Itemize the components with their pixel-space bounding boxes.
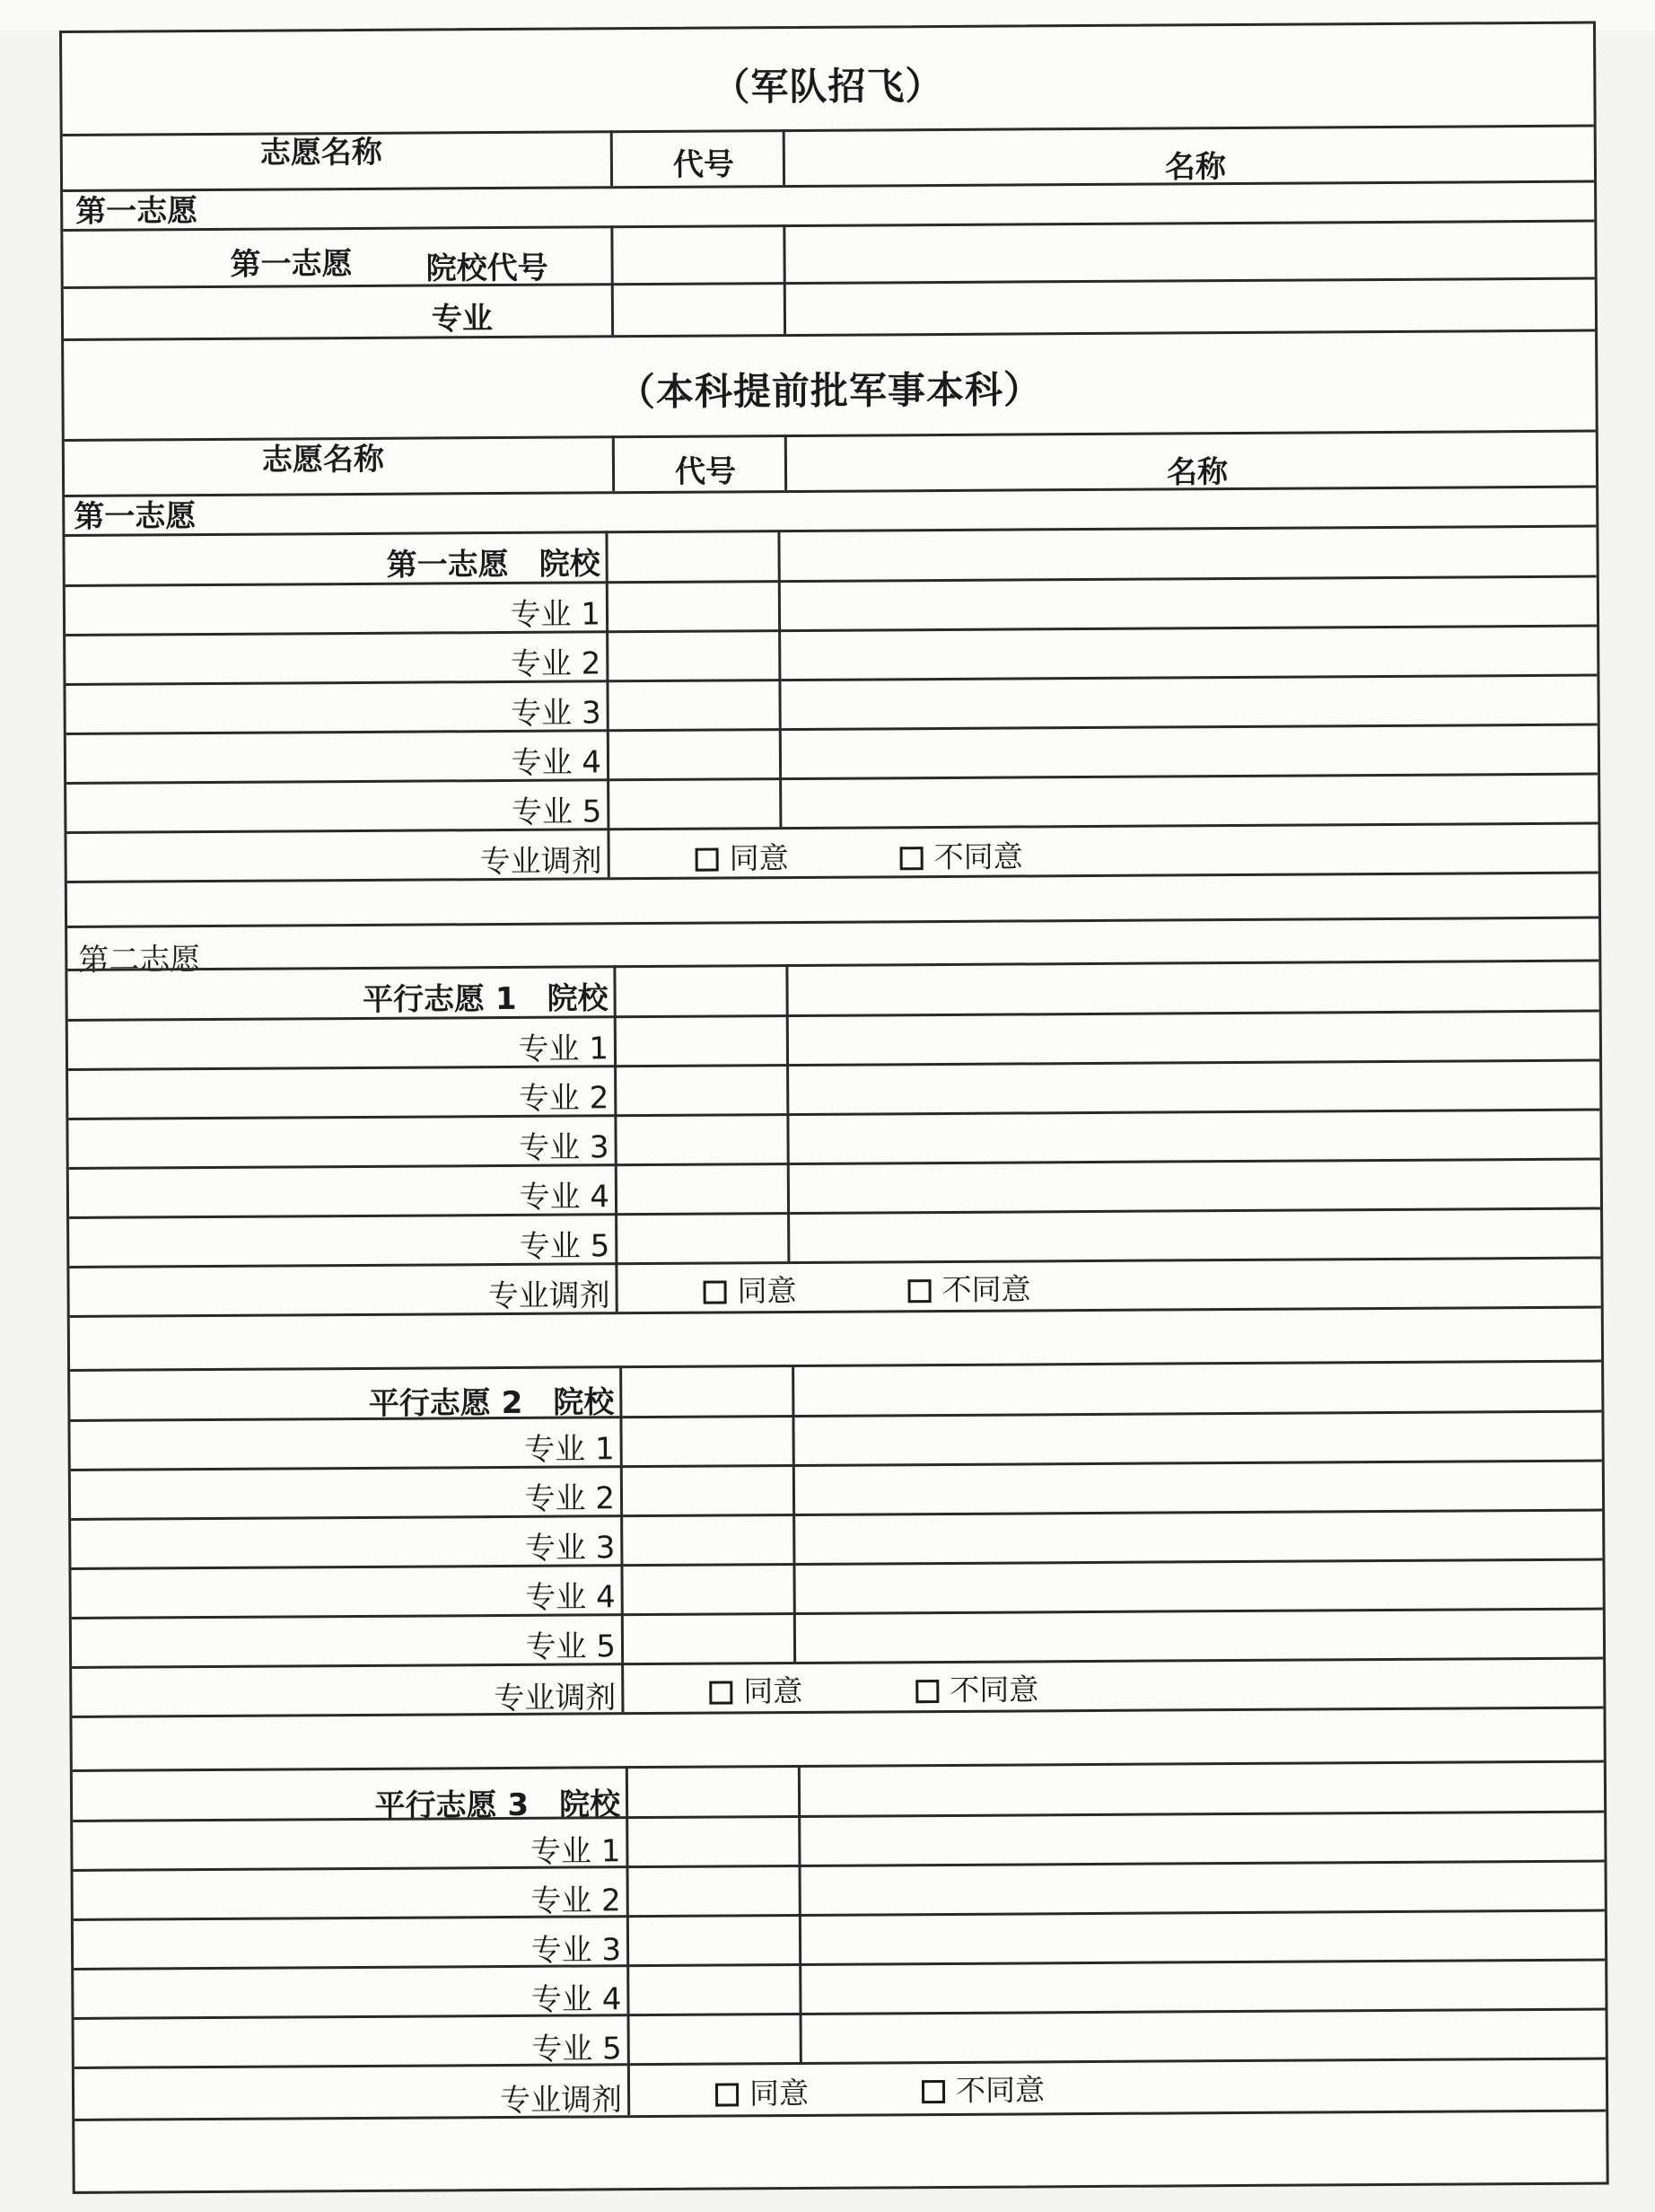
first-major-1-label: 专业 1 <box>510 596 601 633</box>
military-header-title: 名称 <box>1166 454 1229 491</box>
p2-disagree-label: 不同意 <box>950 1672 1039 1707</box>
first-adjust-label: 专业调剂 <box>479 843 602 881</box>
air-header-title: 名称 <box>1164 149 1227 186</box>
checkbox-icon[interactable] <box>715 2083 739 2106</box>
checkbox-icon[interactable] <box>696 848 719 872</box>
military-header-divider-2 <box>784 434 787 490</box>
p3-disagree-option[interactable] <box>922 2067 1045 2110</box>
p1-agree-label: 同意 <box>737 1273 797 1309</box>
p2-agree-option[interactable] <box>709 1668 802 1711</box>
p3-school-row <box>73 1760 1604 1824</box>
p3-major-4-label: 专业 4 <box>530 1981 622 2018</box>
p3-major-1-label: 专业 1 <box>530 1833 621 1870</box>
military-second-group-label: 第二志愿 <box>78 942 201 979</box>
p2-agree-label: 同意 <box>743 1672 803 1709</box>
military-section-title: （本科提前批军事本科） <box>617 367 1043 415</box>
first-agree-option[interactable] <box>695 835 788 878</box>
checkbox-icon[interactable] <box>915 1680 939 1703</box>
p1-major-2-label: 专业 2 <box>518 1080 609 1117</box>
p2-major-5-label: 专业 5 <box>525 1628 617 1665</box>
air-major-row <box>64 277 1595 338</box>
first-school-row <box>65 525 1596 584</box>
p2-school-label: 平行志愿 2 院校 <box>368 1384 615 1422</box>
spacer-row <box>74 2110 1606 2194</box>
air-major-label: 专业 <box>431 301 494 338</box>
p3-adjust-label: 专业调剂 <box>499 2082 623 2120</box>
p1-disagree-label: 不同意 <box>941 1271 1031 1308</box>
p1-major-4-label: 专业 4 <box>519 1179 610 1216</box>
military-title-row <box>64 329 1596 439</box>
checkbox-icon[interactable] <box>922 2080 945 2103</box>
first-disagree-option[interactable] <box>899 833 1022 876</box>
air-group-label: 第一志愿 <box>75 193 198 230</box>
first-major-4-label: 专业 4 <box>511 744 602 781</box>
checkbox-icon[interactable] <box>704 1280 727 1304</box>
checkbox-icon[interactable] <box>900 847 924 870</box>
p2-major-2-label: 专业 2 <box>524 1480 616 1517</box>
p1-agree-option[interactable] <box>703 1268 796 1311</box>
checkbox-icon[interactable] <box>908 1279 932 1303</box>
air-header-divider-1 <box>610 130 613 186</box>
military-header-code: 代号 <box>674 453 737 490</box>
p1-major-3-label: 专业 3 <box>519 1129 609 1166</box>
air-header-name: 志愿名称 <box>259 134 382 171</box>
p1-disagree-option[interactable] <box>907 1266 1030 1309</box>
p1-adjust-label: 专业调剂 <box>487 1277 610 1315</box>
p2-major-3-label: 专业 3 <box>524 1530 616 1567</box>
military-header-divider-1 <box>612 435 615 491</box>
first-school-label: 第一志愿 院校 <box>386 546 600 584</box>
spacer-row <box>70 1306 1601 1369</box>
first-major-3-label: 专业 3 <box>511 695 601 732</box>
first-major-5-label: 专业 5 <box>511 794 602 830</box>
first-major-2-label: 专业 2 <box>510 645 601 682</box>
p2-major-1-label: 专业 1 <box>524 1431 615 1468</box>
military-header-row <box>65 430 1596 495</box>
p3-agree-option[interactable] <box>715 2070 809 2113</box>
p3-adjust-row <box>74 2058 1606 2119</box>
air-force-section-title: （军队招飞） <box>712 63 944 110</box>
air-school-row <box>63 220 1594 286</box>
spacer-row <box>72 1707 1603 1769</box>
checkbox-icon[interactable] <box>709 1681 732 1704</box>
p2-major-4-label: 专业 4 <box>525 1579 616 1616</box>
p1-major-1-label: 专业 1 <box>518 1031 609 1067</box>
air-first-choice-label: 第一志愿 <box>230 246 353 283</box>
p1-school-row <box>67 960 1598 1019</box>
p3-major-3-label: 专业 3 <box>530 1932 622 1969</box>
p3-major-5-label: 专业 5 <box>531 2031 622 2067</box>
p2-adjust-label: 专业调剂 <box>494 1680 617 1717</box>
air-school-code-label: 院校代号 <box>425 250 548 287</box>
p3-major-2-label: 专业 2 <box>530 1883 621 1919</box>
p3-disagree-label: 不同意 <box>955 2072 1046 2108</box>
first-disagree-label: 不同意 <box>933 838 1023 875</box>
air-header-divider-2 <box>783 129 785 185</box>
air-header-code: 代号 <box>672 146 735 183</box>
p1-major-5-label: 专业 5 <box>519 1228 610 1265</box>
military-first-group-label: 第一志愿 <box>74 498 197 535</box>
p2-school-row <box>70 1360 1601 1422</box>
p2-disagree-option[interactable] <box>915 1666 1038 1709</box>
volunteer-form-sheet <box>59 22 1609 2194</box>
p1-school-label: 平行志愿 1 院校 <box>362 980 609 1018</box>
military-header-name: 志愿名称 <box>261 441 385 478</box>
p3-agree-label: 同意 <box>749 2075 810 2111</box>
p3-school-label: 平行志愿 3 院校 <box>374 1786 621 1824</box>
first-agree-label: 同意 <box>729 840 789 876</box>
air-header-row <box>63 125 1594 189</box>
